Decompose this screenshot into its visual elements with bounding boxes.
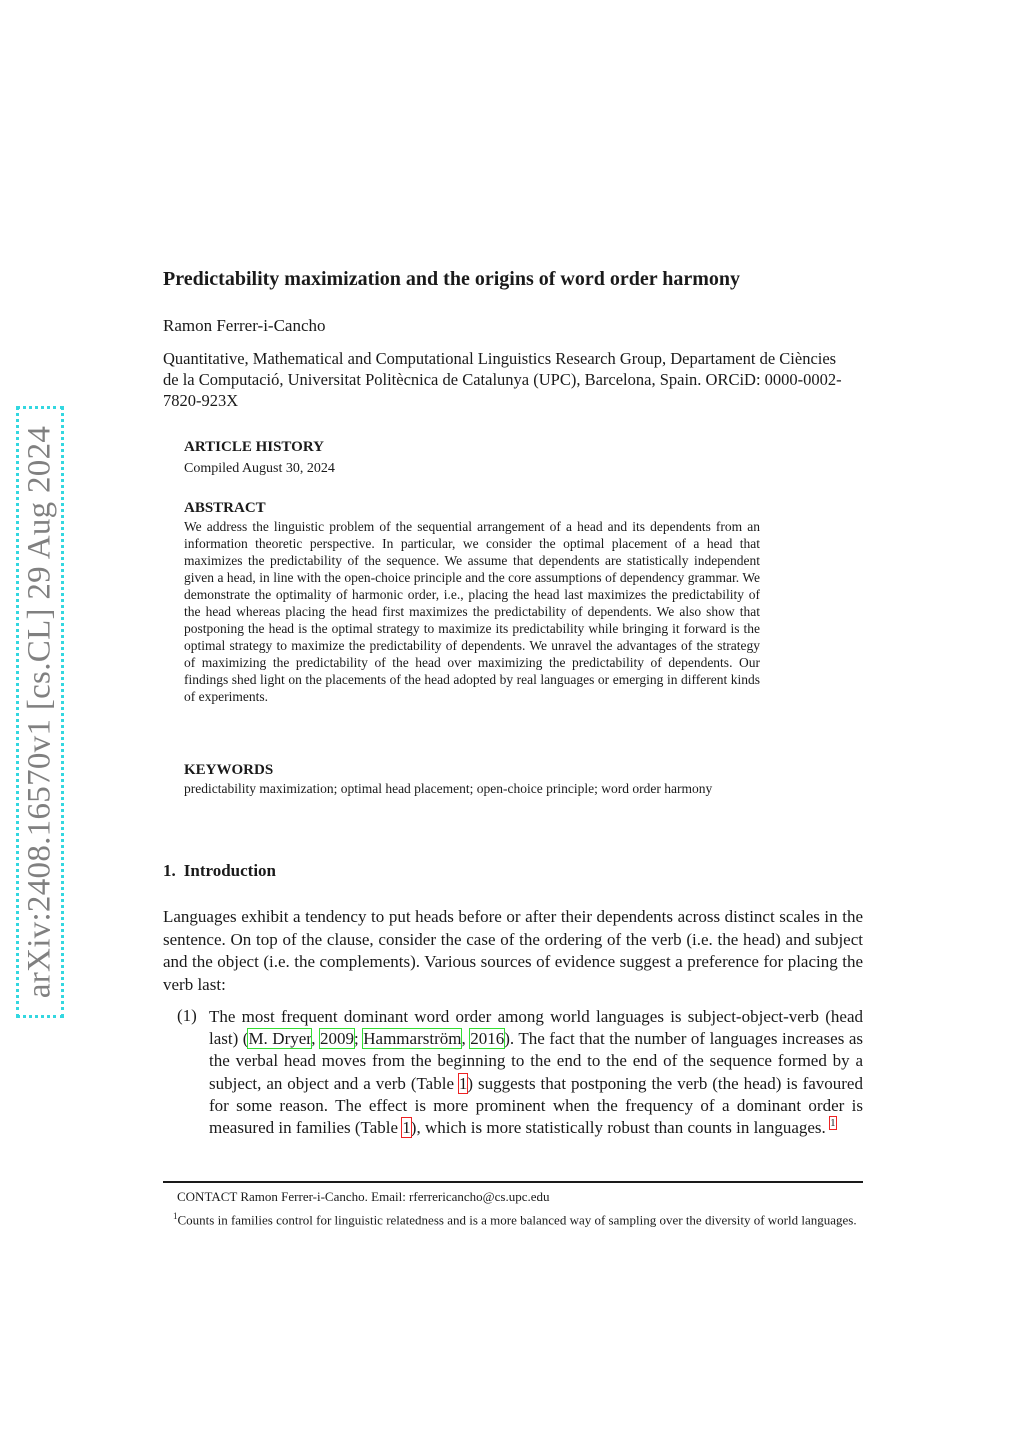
keywords-heading: KEYWORDS (184, 762, 274, 778)
section-title: Introduction (183, 861, 277, 880)
list-item-text-part: ). The fact that the number of languages increases as the verbal head moves from the beginning to the end to the end of the sequence formed by a subject, an object and a verb (Table (209, 1029, 864, 1093)
citation-link-dryer[interactable]: M. Dryer (248, 1029, 312, 1049)
arxiv-identifier-stamp (16, 406, 64, 1018)
section-number: 1. (163, 861, 176, 880)
list-item-text-part: ) suggests that postponing the verb (the head) is favoured for some reason. The effect is more prominent when the frequency of a dominant order is measured in families (Table (209, 1073, 863, 1138)
citation-link-hammarstrom[interactable]: Hammarström (363, 1029, 462, 1049)
citation-link-dryer-year[interactable]: 2009 (320, 1029, 355, 1049)
compiled-date: Compiled August 30, 2024 (184, 461, 335, 476)
author-affiliation: Quantitative, Mathematical and Computational Linguistics Research Group, Departament de Ciències de la Computació, Universitat Politècnica de Catalunya (UPC), Barcelona, Spain. ORCiD: 0000-0002-7820-923X (163, 349, 842, 410)
footnote-divider (163, 1181, 863, 1183)
arxiv-identifier-text: arXiv:2408.16570v1 [cs.CL] 29 Aug 2024 (21, 425, 58, 999)
contact-footnote: CONTACT Ramon Ferrer-i-Cancho. Email: rferrericancho@cs.upc.edu (177, 1189, 550, 1204)
section-heading (163, 861, 276, 881)
footnote-1-text: Counts in families control for linguistic relatedness and is a more balanced way of sampling over the diversity of world languages. (177, 1212, 857, 1228)
list-item-number: (1) (177, 1006, 197, 1025)
article-history-heading: ARTICLE HISTORY (184, 439, 324, 455)
keywords-text: predictability maximization; optimal head placement; open-choice principle; word order harmony (184, 781, 713, 796)
footnote-1 (163, 1208, 863, 1228)
abstract-heading: ABSTRACT (184, 500, 266, 516)
table-reference-link[interactable]: 1 (458, 1073, 468, 1093)
table-reference-link[interactable]: 1 (402, 1118, 411, 1138)
intro-paragraph: Languages exhibit a tendency to put heads before or after their dependents across distinct scales in the sentence. On top of the clause, consider the case of the ordering of the verb (i.e. the head) and subject and the object (i.e. the complements). Various sources of evidence suggest a preference for placing the verb last: (163, 907, 863, 994)
footnote-1-mark: 1 (173, 1211, 178, 1221)
paper-title: Predictability maximization and the origins of word order harmony (163, 268, 741, 290)
list-item-text-part: The most frequent dominant word order among world languages is subject-object-verb (head last) ( (209, 1007, 863, 1049)
abstract-text: We address the linguistic problem of the sequential arrangement of a head and its dependents from an information theoretic perspective. In particular, we consider the optimal placement of a head that maximizes the predictability of the sequence. We assume that dependents are statistically independent given a head, in line with the open-choice principle and the core assumptions of dependency grammar. We demonstrate the optimality of harmonic order, i.e., placing the head last maximizes the predictability of the head whereas placing the head first maximizes the predictability of dependents. We also show that postponing the head is the optimal strategy to maximize its predictability while bringing it forward is the optimal strategy to maximize the predictability of dependents. We unravel the advantages of the strategy of maximizing the predictability of the head over maximizing the predictability of dependents. Our findings shed light on the placements of the head adopted by real languages or emerging in different kinds of experiments. (184, 519, 760, 704)
list-item-text-part: ), which is more statistically robust than counts in languages. (410, 1118, 831, 1138)
author-name: Ramon Ferrer-i-Cancho (163, 316, 326, 335)
list-item-text: The most frequent dominant word order among world languages is subject-object-verb (head last) (M. Dryer, 2009; Hammarström, 2016). The fact that the number of languages increases as the verbal head moves from the beginning to the end to the end of the sequence formed by a subject, an object and a verb (Table 1) suggests that postponing the verb (the head) is favoured for some reason. The effect is more prominent when the frequency of a dominant order is measured in families (Table 1), which is more statistically robust than counts in languages. $^1$ (209, 1007, 864, 1138)
footnote-reference-link[interactable]: 1 (830, 1117, 836, 1130)
citation-link-hammarstrom-year[interactable]: 2016 (470, 1029, 505, 1049)
